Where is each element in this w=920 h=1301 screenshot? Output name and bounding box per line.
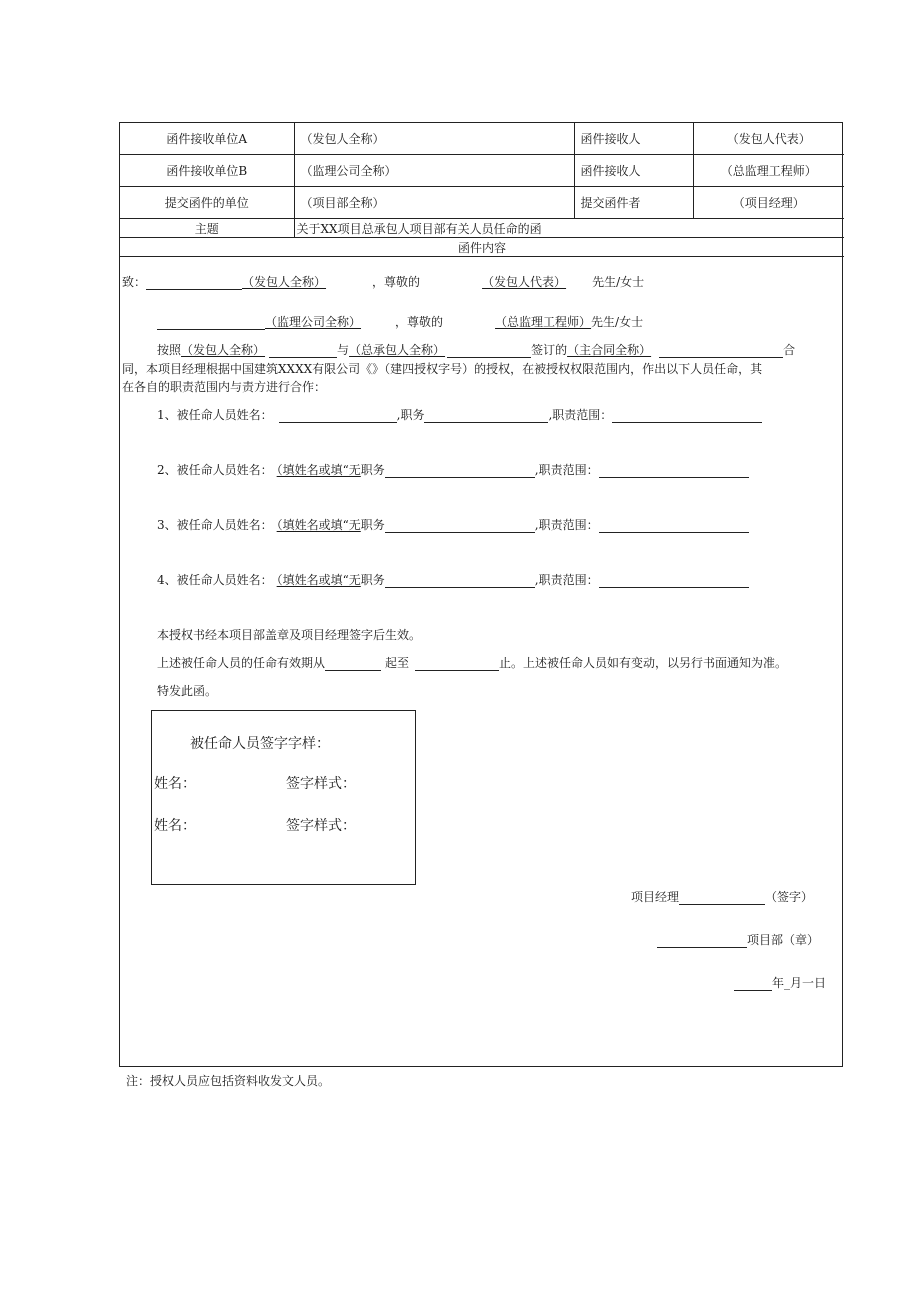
year-input[interactable]	[734, 976, 772, 991]
p1-end: 合	[783, 343, 796, 357]
subject-label: 主题	[120, 219, 294, 238]
header-row-b	[120, 155, 844, 187]
supervisor[interactable]: （监理公司全称）	[265, 315, 362, 329]
subject-row	[120, 219, 844, 238]
receiver-unit-b-value[interactable]: （监理公司全称）	[294, 155, 574, 187]
sender-value[interactable]: （项目经理）	[693, 187, 844, 219]
scope-input[interactable]	[599, 463, 749, 478]
dept-label: 项目部（章）	[747, 933, 820, 947]
pm-sign-note: （签字）	[765, 890, 814, 904]
appointee-prefix: 2、被任命人员姓名：	[157, 463, 273, 477]
sig-name-label-2: 姓名：	[154, 818, 196, 834]
duty-input[interactable]	[385, 463, 535, 478]
chief-engineer[interactable]: （总监理工程师）	[495, 315, 592, 329]
duty-label: 职务	[360, 463, 385, 477]
content-title-row	[120, 238, 844, 257]
receiver-b-label: 函件接收人	[574, 155, 693, 187]
scope-label: ,职责范围：	[534, 573, 599, 587]
respect-label-2: ，尊敬的	[395, 315, 444, 329]
to-owner-line	[122, 273, 644, 290]
duty-label: ,职务	[396, 408, 425, 422]
p1-signed: 签订的	[531, 343, 568, 357]
duty-input[interactable]	[385, 573, 535, 588]
receiver-unit-a-label: 函件接收单位A	[120, 123, 294, 155]
sig-sample-label-2[interactable]: 签字样式：	[286, 818, 356, 834]
pm-label: 项目经理	[631, 890, 680, 904]
respect-label: ，尊敬的	[372, 275, 421, 289]
mr-ms: 先生/女士	[592, 275, 645, 289]
receiver-unit-a-value[interactable]: （发包人全称）	[294, 123, 574, 155]
header-table	[120, 123, 844, 257]
appointee-prefix: 1、被任命人员姓名：	[157, 408, 273, 422]
p1-according: 按照	[157, 343, 182, 357]
end-date-input[interactable]	[415, 656, 499, 671]
appointee-prefix: 3、被任命人员姓名：	[157, 518, 273, 532]
sig-sample-label-1[interactable]: 签字样式：	[286, 776, 356, 792]
paragraph-line-3: 在各自的职责范围内与责方进行合作：	[122, 380, 327, 394]
validity-end: 止。上述被任命人员如有变动，以另行书面通知为准。	[499, 656, 788, 670]
blank[interactable]	[659, 343, 783, 358]
letter-frame	[119, 122, 843, 1067]
to-owner[interactable]: （发包人全称）	[242, 275, 327, 289]
header-row-sender	[120, 187, 844, 219]
p1-owner[interactable]: （发包人全称）	[181, 343, 266, 357]
date-label: 年_月一日	[772, 976, 827, 990]
name-input[interactable]: （填姓名或填“无	[276, 573, 361, 587]
pm-sign-line	[631, 888, 813, 905]
scope-input[interactable]	[599, 573, 749, 588]
pm-sign-input[interactable]	[679, 890, 765, 905]
appointee-1	[157, 406, 762, 423]
to-prefix: 致：	[122, 275, 147, 289]
duty-input[interactable]	[424, 408, 548, 423]
scope-label: ,职责范围：	[548, 408, 613, 422]
receiver-b-value[interactable]: （总监理工程师）	[693, 155, 844, 187]
p1-contractor[interactable]: （总承包人全称）	[349, 343, 446, 357]
scope-label: ,职责范围：	[534, 463, 599, 477]
appointee-2	[157, 461, 749, 478]
blank[interactable]	[157, 315, 265, 330]
paragraph-line-1	[157, 341, 795, 358]
appointee-4	[157, 571, 749, 588]
scope-input[interactable]	[599, 518, 749, 533]
dept-seal-line	[657, 931, 819, 948]
duty-input[interactable]	[385, 518, 535, 533]
duty-label: 职务	[360, 518, 385, 532]
validity-line	[157, 654, 787, 671]
sender-unit-value[interactable]: （项目部全称）	[294, 187, 574, 219]
validity-from: 上述被任命人员的任命有效期从	[157, 656, 326, 670]
name-input[interactable]	[279, 408, 397, 423]
sender-label: 提交函件者	[574, 187, 693, 219]
validity-to: 起至	[385, 656, 410, 670]
duty-label: 职务	[360, 573, 385, 587]
p1-contract[interactable]: （主合同全称）	[567, 343, 652, 357]
blank[interactable]	[146, 275, 242, 290]
blank[interactable]	[447, 343, 531, 358]
name-input[interactable]: （填姓名或填“无	[276, 463, 361, 477]
blank[interactable]	[269, 343, 337, 358]
dept-seal-input[interactable]	[657, 933, 747, 948]
start-date-input[interactable]	[325, 656, 381, 671]
signature-sample-box	[151, 710, 416, 885]
sender-unit-label: 提交函件的单位	[120, 187, 294, 219]
header-row-a	[120, 123, 844, 155]
receiver-a-value[interactable]: （发包人代表）	[693, 123, 844, 155]
receiver-unit-b-label: 函件接收单位B	[120, 155, 294, 187]
signature-box-title: 被任命人员签字字样：	[190, 736, 330, 752]
date-line	[734, 974, 826, 991]
hereby-text: 特发此函。	[157, 684, 218, 698]
subject-value[interactable]: 关于XX项目总承包人项目部有关人员任命的函	[294, 219, 844, 238]
scope-input[interactable]	[612, 408, 762, 423]
p1-with: 与	[337, 343, 350, 357]
owner-rep[interactable]: （发包人代表）	[482, 275, 567, 289]
mr-ms-2: 先生/女士	[591, 315, 644, 329]
content-title: 函件内容	[120, 238, 844, 257]
sig-name-label-1: 姓名：	[154, 776, 196, 792]
footnote: 注：授权人员应包括资料收发文人员。	[126, 1074, 331, 1088]
scope-label: ,职责范围：	[534, 518, 599, 532]
name-input[interactable]: （填姓名或填“无	[276, 518, 361, 532]
appointee-3	[157, 516, 749, 533]
effective-text: 本授权书经本项目部盖章及项目经理签字后生效。	[157, 628, 422, 642]
paragraph-line-2: 同，本项目经理根据中国建筑XXXX有限公司《》（建四授权字号）的授权，在被授权权限范围内，作出以下人员任命，其	[122, 362, 763, 376]
receiver-a-label: 函件接收人	[574, 123, 693, 155]
appointee-prefix: 4、被任命人员姓名：	[157, 573, 273, 587]
to-supervisor-line	[157, 313, 643, 330]
